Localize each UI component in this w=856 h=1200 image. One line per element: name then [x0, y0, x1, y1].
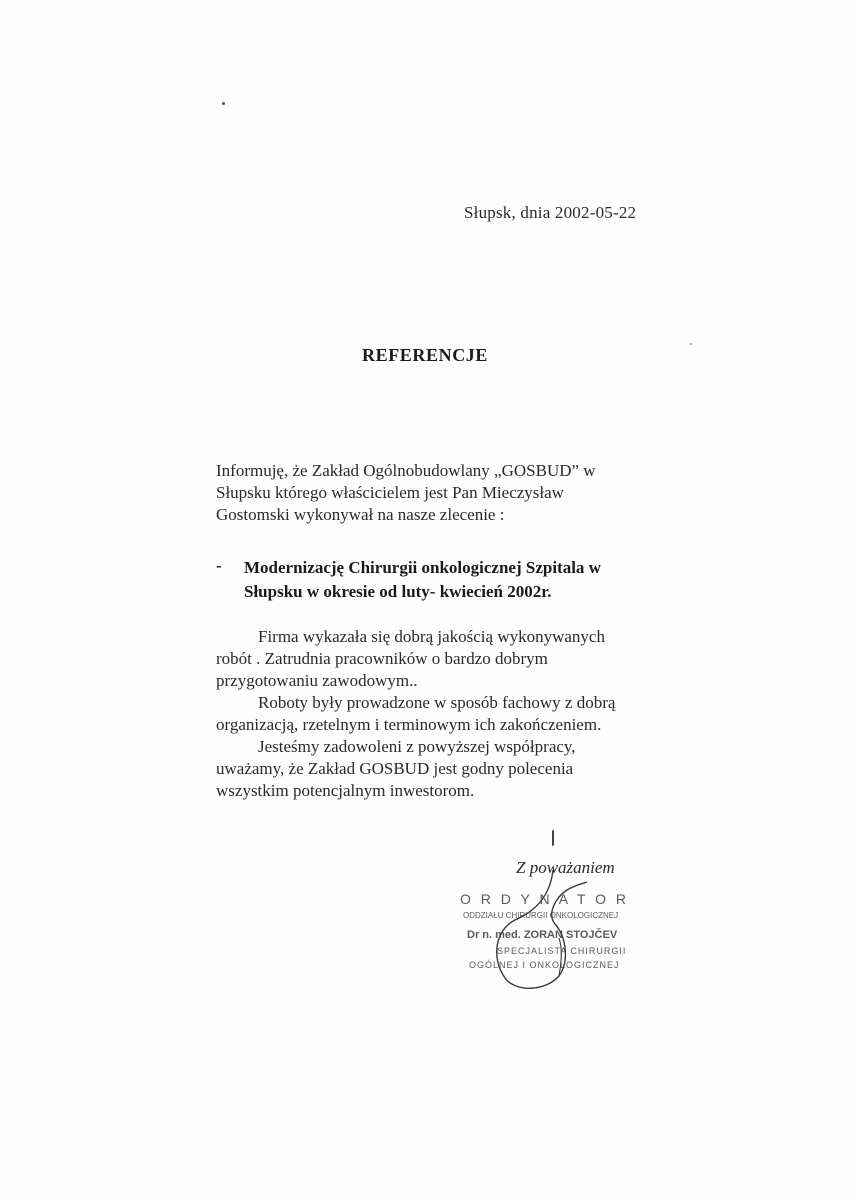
body-line: przygotowaniu zawodowym..	[216, 671, 418, 690]
intro-line: Informuję, że Zakład Ogólnobudowlany „GOSBUD” w	[216, 461, 596, 480]
scan-speck	[552, 830, 554, 846]
scan-speck	[222, 102, 225, 105]
body-line: Roboty były prowadzone w sposób fachowy z dobrą	[258, 693, 616, 712]
closing-salutation: Z poważaniem	[516, 858, 615, 877]
official-stamp	[455, 868, 665, 998]
stamp-line-3: Dr n. med. ZORAN STOJČEV	[467, 929, 618, 941]
bullet-dash: -	[216, 556, 222, 575]
body-line: uważamy, że Zakład GOSBUD jest godny polecenia	[216, 759, 574, 778]
bullet-line: Modernizację Chirurgii onkologicznej Szpitala w	[244, 558, 601, 577]
body-line: Jesteśmy zadowoleni z powyższej współpracy,	[258, 737, 576, 756]
stamp-line-4: SPECJALISTA CHIRURGII	[497, 946, 627, 956]
bullet-line: Słupsku w okresie od luty- kwiecień 2002r.	[244, 582, 552, 601]
place-date: Słupsk, dnia 2002-05-22	[464, 203, 637, 222]
body-paragraph	[216, 626, 696, 802]
intro-paragraph	[216, 460, 696, 526]
body-line: Firma wykazała się dobrą jakością wykonywanych	[258, 627, 605, 646]
stamp-line-1: O R D Y N A T O R	[460, 891, 630, 907]
body-line: robót . Zatrudnia pracowników o bardzo dobrym	[216, 649, 548, 668]
bullet-item	[244, 556, 601, 604]
stamp-line-5: OGÓLNEJ I ONKOLOGICZNEJ	[469, 960, 620, 970]
scan-speck	[690, 343, 692, 345]
stamp-line-2: ODDZIAŁU CHIRURGII ONKOLOGICZNEJ	[463, 911, 619, 920]
body-line: organizacją, rzetelnym i terminowym ich zakończeniem.	[216, 715, 602, 734]
intro-line: Gostomski wykonywał na nasze zlecenie :	[216, 505, 505, 524]
document-title: REFERENCJE	[362, 345, 489, 365]
body-line: wszystkim potencjalnym inwestorom.	[216, 781, 475, 800]
intro-line: Słupsku którego właścicielem jest Pan Mieczysław	[216, 483, 564, 502]
